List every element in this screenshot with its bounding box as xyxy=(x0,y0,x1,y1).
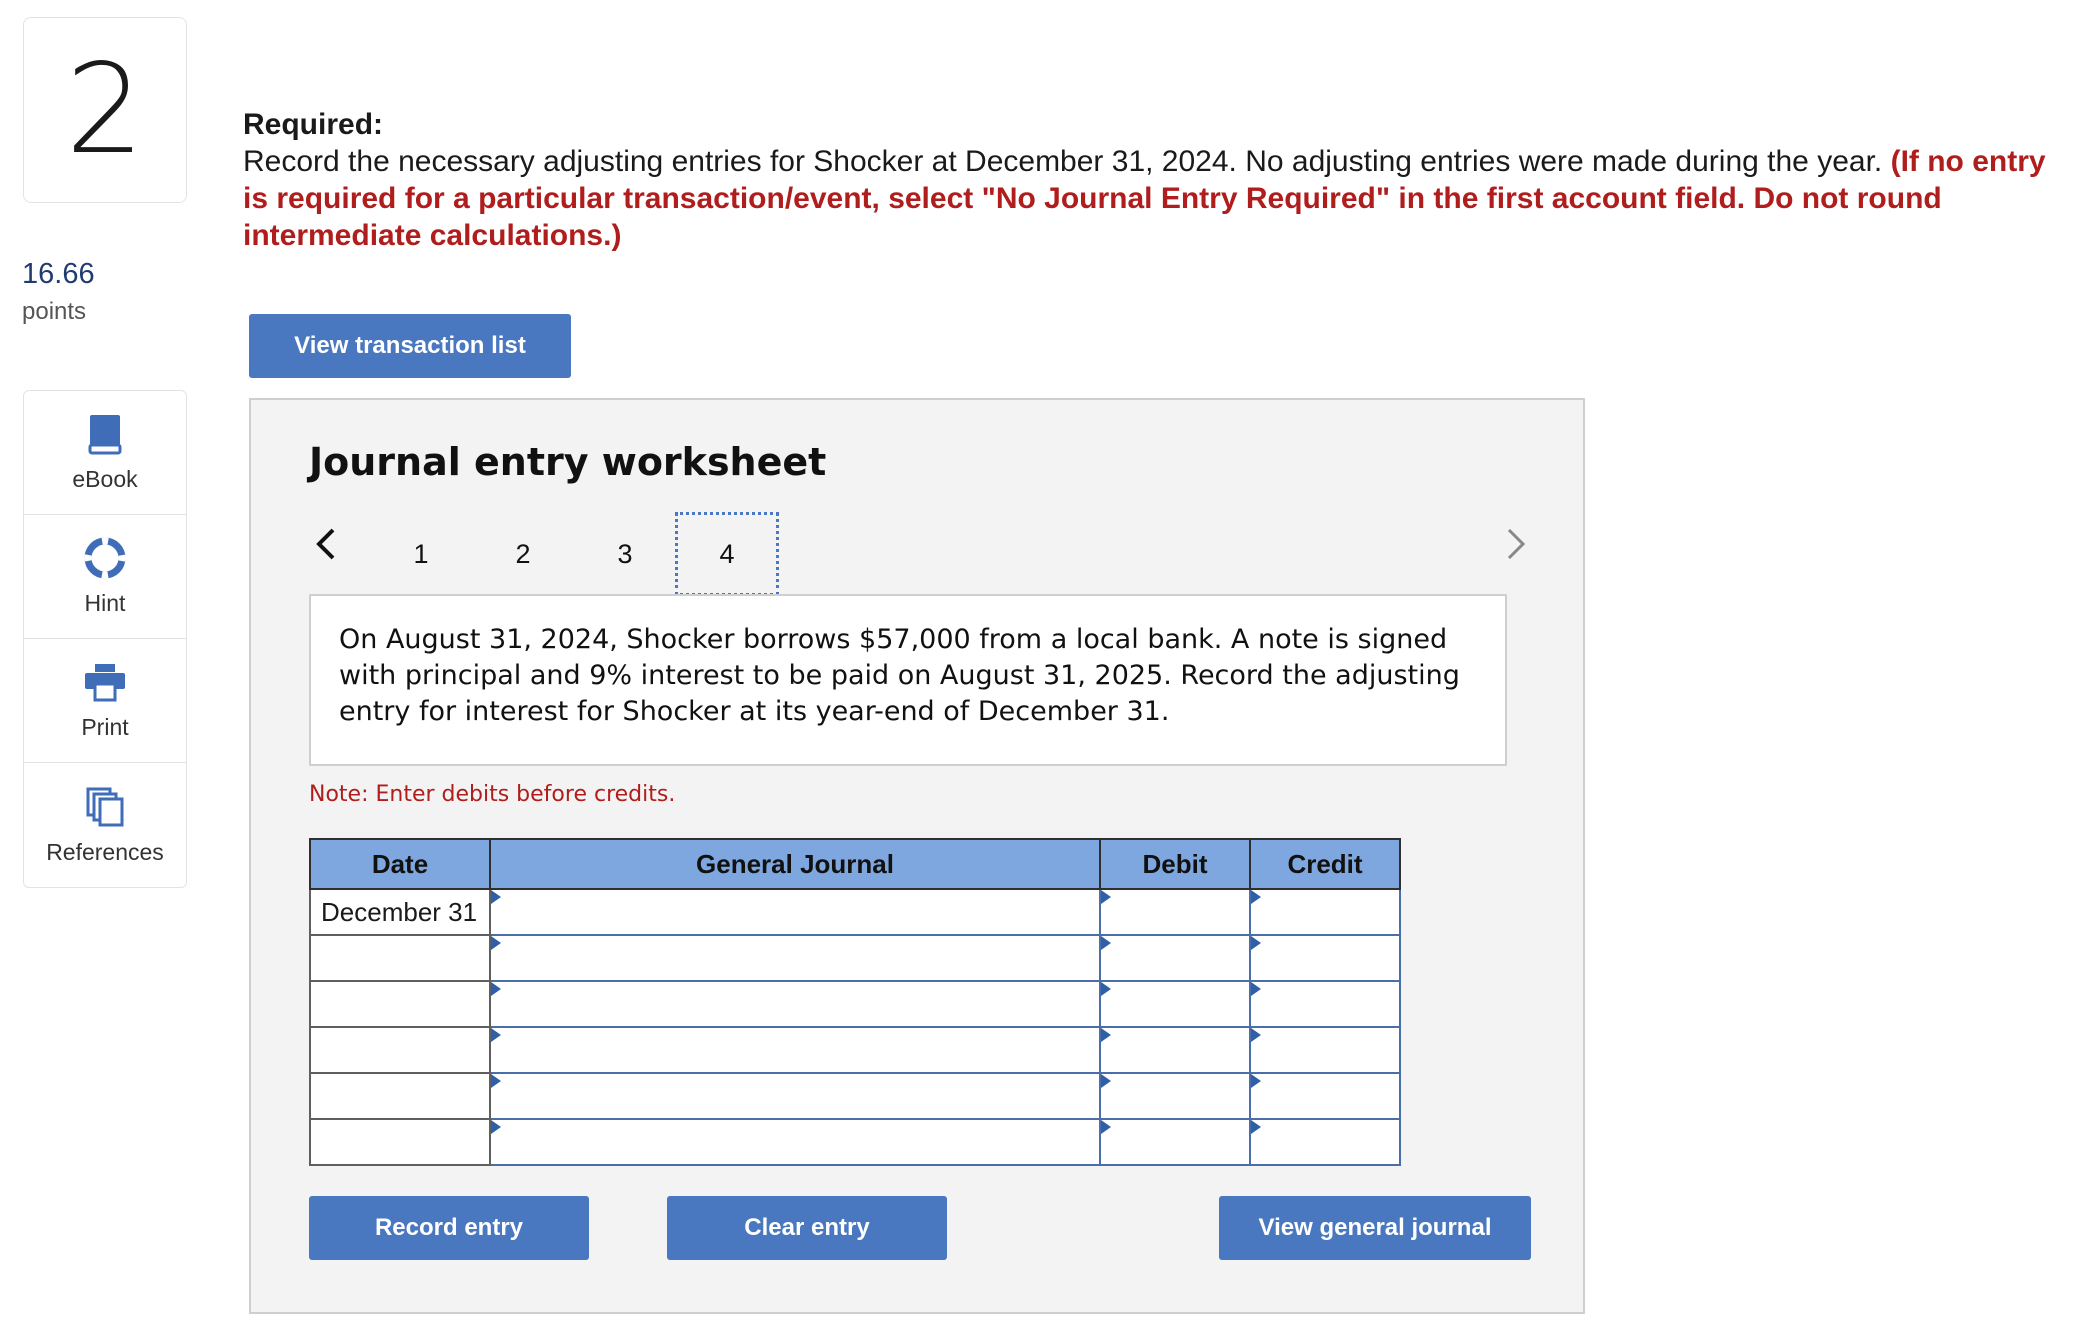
account-select[interactable] xyxy=(491,936,1099,980)
required-title: Required: xyxy=(243,108,384,141)
question-number: 2 xyxy=(65,38,145,182)
table-row xyxy=(310,889,1400,935)
lifebuoy-icon xyxy=(83,536,127,580)
debit-cell[interactable] xyxy=(1100,935,1250,981)
table-row xyxy=(310,1027,1400,1073)
credit-cell[interactable] xyxy=(1250,935,1400,981)
copy-icon xyxy=(83,785,127,829)
table-row xyxy=(310,935,1400,981)
debit-input[interactable] xyxy=(1101,1074,1249,1118)
debit-input[interactable] xyxy=(1101,1120,1249,1164)
record-entry-button[interactable]: Record entry xyxy=(309,1196,589,1260)
date-cell xyxy=(310,935,490,981)
credit-input[interactable] xyxy=(1251,936,1399,980)
table-row xyxy=(310,1073,1400,1119)
step-tab-4[interactable]: 4 xyxy=(675,512,779,596)
journal-entry-worksheet xyxy=(249,398,1585,1314)
clear-entry-button[interactable]: Clear entry xyxy=(667,1196,947,1260)
debits-note: Note: Enter debits before credits. xyxy=(309,782,676,807)
account-cell[interactable] xyxy=(490,1073,1100,1119)
step-tab-2[interactable]: 2 xyxy=(515,538,531,569)
journal-table xyxy=(309,838,1401,1166)
credit-input[interactable] xyxy=(1251,1028,1399,1072)
account-cell[interactable] xyxy=(490,1119,1100,1165)
general-journal-header: General Journal xyxy=(490,839,1100,889)
view-general-journal-button[interactable]: View general journal xyxy=(1219,1196,1531,1260)
account-select[interactable] xyxy=(491,890,1099,934)
debit-input[interactable] xyxy=(1101,982,1249,1026)
debit-cell[interactable] xyxy=(1100,889,1250,935)
points-value: 16.66 xyxy=(22,258,95,290)
hint-button[interactable] xyxy=(24,515,186,639)
references-label: References xyxy=(46,838,164,865)
print-button[interactable] xyxy=(24,639,186,763)
credit-input[interactable] xyxy=(1251,1074,1399,1118)
question-number-box xyxy=(23,17,187,203)
debit-cell[interactable] xyxy=(1100,981,1250,1027)
account-select[interactable] xyxy=(491,1074,1099,1118)
credit-input[interactable] xyxy=(1251,982,1399,1026)
account-select[interactable] xyxy=(491,982,1099,1026)
ebook-label: eBook xyxy=(72,466,138,492)
print-label: Print xyxy=(81,714,129,740)
account-select[interactable] xyxy=(491,1120,1099,1164)
tools-panel xyxy=(23,390,187,888)
account-cell[interactable] xyxy=(490,1027,1100,1073)
date-cell xyxy=(310,981,490,1027)
credit-cell[interactable] xyxy=(1250,1119,1400,1165)
credit-cell[interactable] xyxy=(1250,889,1400,935)
account-select[interactable] xyxy=(491,1028,1099,1072)
debit-cell[interactable] xyxy=(1100,1027,1250,1073)
transaction-description: On August 31, 2024, Shocker borrows $57,000 from a local bank. A note is signed with principal and 9% interest to be paid on August 31, 2025. Record the adjusting entry for interest for Shocker at its year-end of December 31. xyxy=(309,594,1507,766)
date-header: Date xyxy=(310,839,490,889)
required-body: Record the necessary adjusting entries for Shocker at December 31, 2024. No adjusting entries were made during the year. xyxy=(243,145,1883,178)
credit-input[interactable] xyxy=(1251,890,1399,934)
account-cell[interactable] xyxy=(490,981,1100,1027)
worksheet-title: Journal entry worksheet xyxy=(309,440,827,484)
credit-cell[interactable] xyxy=(1250,981,1400,1027)
required-text xyxy=(243,106,2073,254)
printer-icon xyxy=(83,660,127,704)
debit-input[interactable] xyxy=(1101,1028,1249,1072)
table-row xyxy=(310,1119,1400,1165)
account-cell[interactable] xyxy=(490,935,1100,981)
required-instructions: (If no entry is required for a particular transaction/event, select "No Journal Entry Required" in the first account field. Do not round intermediate calculations.) xyxy=(243,145,2046,252)
credit-header: Credit xyxy=(1250,839,1400,889)
debit-cell[interactable] xyxy=(1100,1119,1250,1165)
references-button[interactable] xyxy=(24,763,186,887)
debit-header: Debit xyxy=(1100,839,1250,889)
step-tab-1[interactable]: 1 xyxy=(413,538,429,569)
date-cell: December 31 xyxy=(310,889,490,935)
hint-label: Hint xyxy=(84,590,126,616)
credit-cell[interactable] xyxy=(1250,1027,1400,1073)
previous-step-button[interactable] xyxy=(309,524,345,564)
date-cell xyxy=(310,1027,490,1073)
book-icon xyxy=(83,412,127,456)
account-cell[interactable] xyxy=(490,889,1100,935)
date-cell xyxy=(310,1073,490,1119)
chevron-left-icon xyxy=(309,524,345,564)
credit-input[interactable] xyxy=(1251,1120,1399,1164)
date-cell xyxy=(310,1119,490,1165)
chevron-right-icon xyxy=(1497,524,1533,564)
table-row xyxy=(310,981,1400,1027)
view-transaction-list-button[interactable]: View transaction list xyxy=(249,314,571,378)
step-tab-3[interactable]: 3 xyxy=(617,538,633,569)
debit-cell[interactable] xyxy=(1100,1073,1250,1119)
debit-input[interactable] xyxy=(1101,890,1249,934)
table-header-row xyxy=(310,839,1400,889)
ebook-button[interactable] xyxy=(24,391,186,515)
debit-input[interactable] xyxy=(1101,936,1249,980)
next-step-button[interactable] xyxy=(1497,524,1533,564)
credit-cell[interactable] xyxy=(1250,1073,1400,1119)
points-label: points xyxy=(22,298,87,325)
